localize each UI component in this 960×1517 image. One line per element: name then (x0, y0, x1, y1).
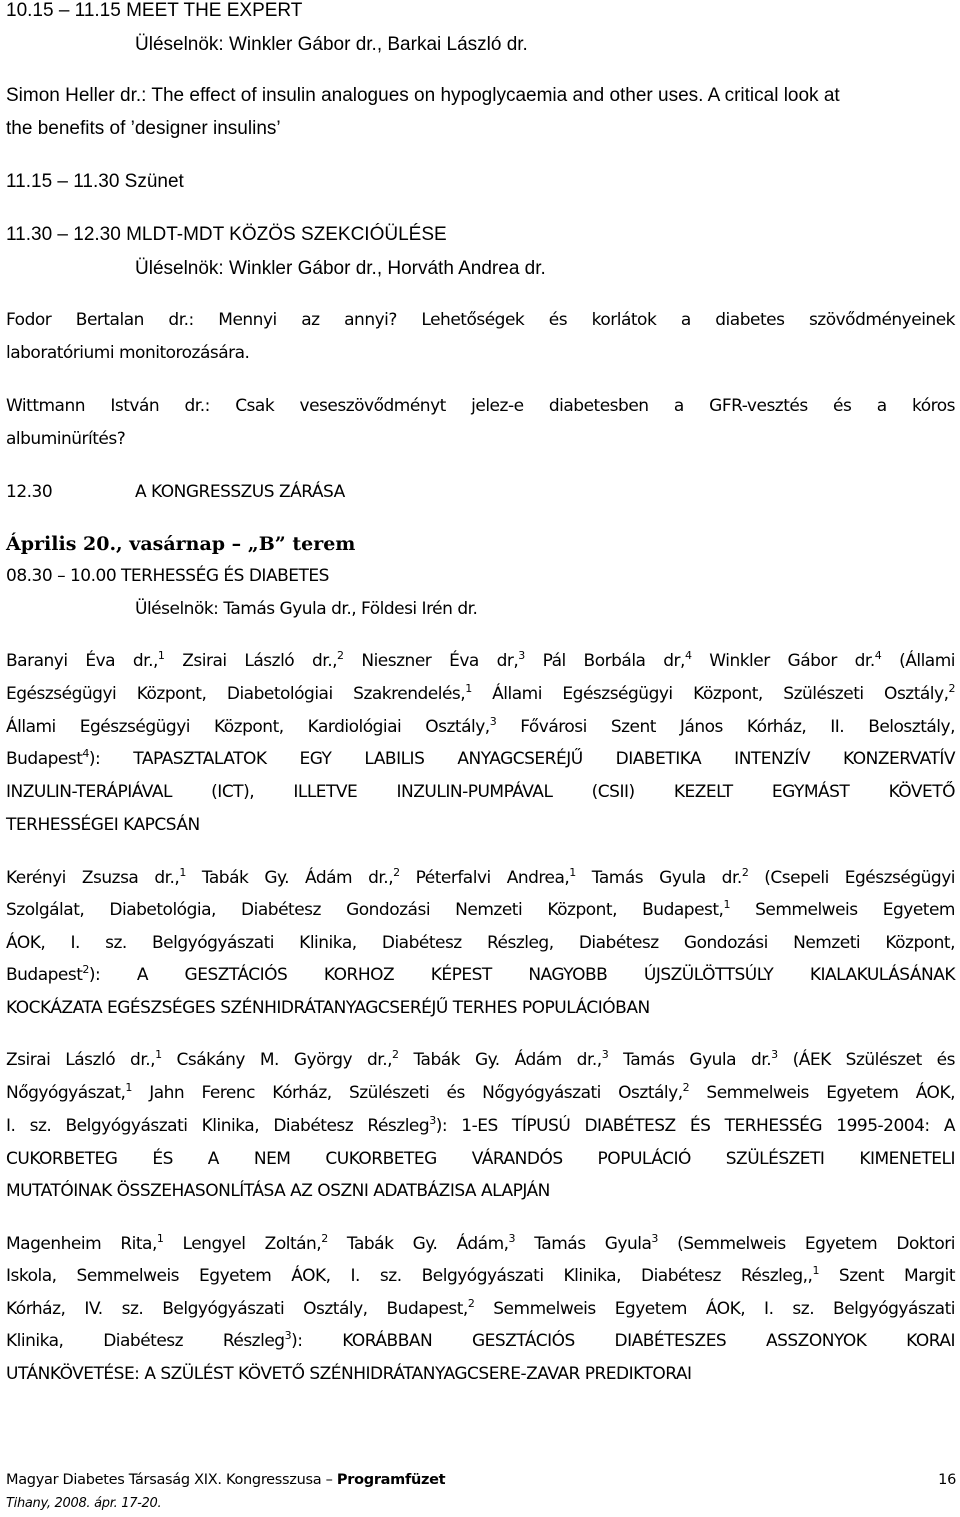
affiliation-superscript: 2 (948, 682, 955, 695)
affiliation-superscript: 1 (179, 866, 186, 879)
line-segment: Lengyel Zoltán, (163, 1234, 322, 1254)
affiliation-superscript: 1 (569, 866, 576, 879)
line-segment: I. sz. Belgyógyászati Klinika, Diabétesz Részleg (6, 1116, 430, 1136)
line-segment: Pál Borbála dr, (524, 651, 685, 671)
affiliation-superscript: 2 (393, 866, 400, 879)
page-number: 16 (938, 1472, 956, 1488)
line-segment: Semmelweis Egyetem ÁOK, (689, 1083, 955, 1103)
line-segment: Csákány M. György dr., (161, 1050, 393, 1070)
line-segment: Magenheim Rita, (6, 1234, 157, 1254)
footer-title-bold: Programfüzet (336, 1472, 446, 1488)
affiliation-superscript: 3 (601, 1048, 609, 1061)
affiliation-superscript: 3 (489, 715, 497, 728)
affiliation-superscript: 4 (684, 649, 692, 662)
line-segment: (Csepeli Egészségügyi (748, 868, 955, 888)
line-segment: Kórház, IV. sz. Belgyógyászati Osztály, Budapest, (6, 1299, 468, 1319)
abstract-line: KOCKÁZATA EGÉSZSÉGES SZÉNHIDRÁTANYAGCSERÉJŰ TERHES POPULÁCIÓBAN (6, 998, 650, 1018)
affiliation-superscript: 4 (874, 649, 882, 662)
affiliation-superscript: 2 (321, 1232, 328, 1245)
line-segment: Tamás Gyula dr. (608, 1050, 772, 1070)
affiliation-superscript: 1 (812, 1264, 819, 1277)
session-chairs: Üléselnök: Tamás Gyula dr., Földesi Irén dr. (135, 599, 478, 619)
talk-text: Fodor Bertalan dr.: Mennyi az annyi? Lehetőségek és korlátok a diabetes szövődményeinek (6, 310, 955, 330)
affiliation-superscript: 3 (284, 1329, 292, 1342)
line-segment: Állami Egészségügyi Központ, Szülészeti Osztály, (471, 684, 949, 704)
affiliation-superscript: 1 (156, 1232, 164, 1245)
line-segment: ): KORÁBBAN GESZTÁCIÓS DIABÉTESZES ASSZONYOK KORAI (291, 1331, 955, 1351)
line-segment: Kerényi Zsuzsa dr., (6, 868, 180, 888)
affiliation-superscript: 2 (467, 1297, 475, 1310)
line-segment: Jahn Ferenc Kórház, Szülészeti és Nőgyógyászati Osztály, (131, 1083, 683, 1103)
line-segment: Semmelweis Egyetem (729, 900, 955, 920)
line-segment: Semmelweis Egyetem ÁOK, I. sz. Belgyógyászati (474, 1299, 955, 1319)
abstract-line: CUKORBETEG ÉS A NEM CUKORBETEG VÁRANDÓS POPULÁCIÓ SZÜLÉSZETI KIMENETELI (6, 1149, 955, 1169)
line-segment: Winkler Gábor dr. (691, 651, 875, 671)
session-chairs: Üléselnök: Winkler Gábor dr., Barkai László dr. (135, 34, 528, 55)
affiliation-superscript: 1 (155, 1048, 162, 1061)
affiliation-superscript: 4 (82, 747, 89, 760)
line-segment: ): 1-ES TÍPUSÚ DIABÉTESZ ÉS TERHESSÉG 1995-2004: A (435, 1116, 955, 1136)
talk-text: laboratóriumi monitorozására. (6, 343, 250, 363)
line-segment: Zsirai László dr., (164, 651, 338, 671)
abstract-line (6, 717, 955, 737)
footer-place-date: Tihany, 2008. ápr. 17-20. (6, 1496, 162, 1511)
abstract-line: ÁOK, I. sz. Belgyógyászati Klinika, Diabétesz Részleg, Diabétesz Gondozási Nemzeti Központ, (6, 933, 955, 953)
line-segment: Szent Margit (818, 1266, 955, 1286)
session-time-title: 11.30 – 12.30 MLDT-MDT KÖZÖS SZEKCIÓÜLÉSE (6, 224, 447, 245)
affiliation-superscript: 2 (337, 649, 344, 662)
affiliation-superscript: 3 (651, 1232, 658, 1245)
closing-time: 12.30 (6, 482, 53, 502)
line-segment: Szolgálat, Diabetológia, Diabétesz Gondozási Nemzeti Központ, Budapest, (6, 900, 724, 920)
affiliation-superscript: 1 (723, 898, 730, 911)
line-segment: Klinika, Diabétesz Részleg (6, 1331, 285, 1351)
line-segment: Állami Egészségügyi Központ, Kardiológiai Osztály, (6, 717, 490, 737)
line-segment: Egészségügyi Központ, Diabetológiai Szakrendelés, (6, 684, 466, 704)
abstract-line (6, 651, 955, 671)
abstract-line (6, 1083, 955, 1103)
line-segment: (ÁEK Szülészet és (777, 1050, 955, 1070)
line-segment: ): TAPASZTALATOK EGY LABILIS ANYAGCSERÉJŰ DIABETIKA INTENZÍV KONZERVATÍV (88, 749, 955, 769)
break-item: 11.15 – 11.30 Szünet (6, 171, 184, 192)
line-segment: Iskola, Semmelweis Egyetem ÁOK, I. sz. Belgyógyászati Klinika, Diabétesz Részleg,, (6, 1266, 813, 1286)
abstract-line (6, 965, 955, 985)
talk-text: Wittmann István dr.: Csak veseszövődményt jelez-e diabetesben a GFR-vesztés és a kóros (6, 396, 955, 416)
line-segment: Péterfalvi Andrea, (399, 868, 570, 888)
footer-title (6, 1472, 445, 1488)
affiliation-superscript: 3 (518, 649, 525, 662)
abstract-line (6, 1116, 955, 1136)
line-segment: Nőgyógyászat, (6, 1083, 126, 1103)
abstract-line: MUTATÓINAK ÖSSZEHASONLÍTÁSA AZ OSZNI ADATBÁZISA ALAPJÁN (6, 1181, 550, 1201)
abstract-line (6, 900, 955, 920)
affiliation-superscript: 1 (157, 649, 165, 662)
abstract-line (6, 1331, 955, 1351)
abstract-line: TERHESSÉGEI KAPCSÁN (6, 815, 200, 835)
line-segment: Baranyi Éva dr., (6, 651, 158, 671)
abstract-line (6, 1299, 955, 1319)
closing-title: A KONGRESSZUS ZÁRÁSA (135, 482, 345, 502)
affiliation-superscript: 1 (465, 682, 472, 695)
footer-title-prefix: Magyar Diabetes Társaság XIX. Kongresszusa – (6, 1472, 337, 1488)
line-segment: (Semmelweis Egyetem Doktori (657, 1234, 955, 1254)
affiliation-superscript: 2 (741, 866, 749, 879)
session-time-title: 08.30 – 10.00 TERHESSÉG ÉS DIABETES (6, 566, 329, 586)
line-segment: Nieszner Éva dr, (343, 651, 519, 671)
session-chairs: Üléselnök: Winkler Gábor dr., Horváth Andrea dr. (135, 258, 546, 279)
abstract-line: UTÁNKÖVETÉSE: A SZÜLÉST KÖVETŐ SZÉNHIDRÁTANYAGCSERE-ZAVAR PREDIKTORAI (6, 1364, 692, 1384)
abstract-line: INZULIN-TERÁPIÁVAL (ICT), ILLETVE INZULIN-PUMPÁVAL (CSII) KEZELT EGYMÁST KÖVETŐ (6, 782, 955, 802)
affiliation-superscript: 2 (82, 963, 89, 976)
abstract-line (6, 1234, 955, 1254)
line-segment: Tamás Gyula dr. (575, 868, 742, 888)
line-segment: Budapest (6, 965, 83, 985)
abstract-line (6, 684, 955, 704)
session-time-title: 10.15 – 11.15 MEET THE EXPERT (6, 0, 303, 21)
abstract-line (6, 868, 955, 888)
affiliation-superscript: 3 (508, 1232, 516, 1245)
day-heading: Április 20., vasárnap – „B” terem (6, 533, 356, 555)
affiliation-superscript: 3 (429, 1114, 436, 1127)
line-segment: Budapest (6, 749, 83, 769)
abstract-line (6, 1266, 955, 1286)
affiliation-superscript: 3 (771, 1048, 778, 1061)
affiliation-superscript: 2 (392, 1048, 399, 1061)
line-segment: (Állami (881, 651, 955, 671)
abstract-line (6, 749, 955, 769)
line-segment: Tabák Gy. Ádám dr., (185, 868, 394, 888)
line-segment: Tamás Gyula (515, 1234, 652, 1254)
abstract-line (6, 1050, 955, 1070)
talk-text: the benefits of ’designer insulins’ (6, 118, 281, 139)
line-segment: Tabák Gy. Ádám dr., (398, 1050, 602, 1070)
affiliation-superscript: 1 (125, 1081, 132, 1094)
line-segment: ): A GESZTÁCIÓS KORHOZ KÉPEST NAGYOBB ÚJSZÜLÖTTSÚLY KIALAKULÁSÁNAK (88, 965, 955, 985)
line-segment: Fővárosi Szent János Kórház, II. Belosztály, (496, 717, 955, 737)
talk-text: Simon Heller dr.: The effect of insulin analogues on hypoglycaemia and other uses. A critical look at (6, 85, 840, 106)
line-segment: Zsirai László dr., (6, 1050, 156, 1070)
talk-text: albuminürítés? (6, 429, 126, 449)
line-segment: Tabák Gy. Ádám, (327, 1234, 509, 1254)
affiliation-superscript: 2 (682, 1081, 690, 1094)
